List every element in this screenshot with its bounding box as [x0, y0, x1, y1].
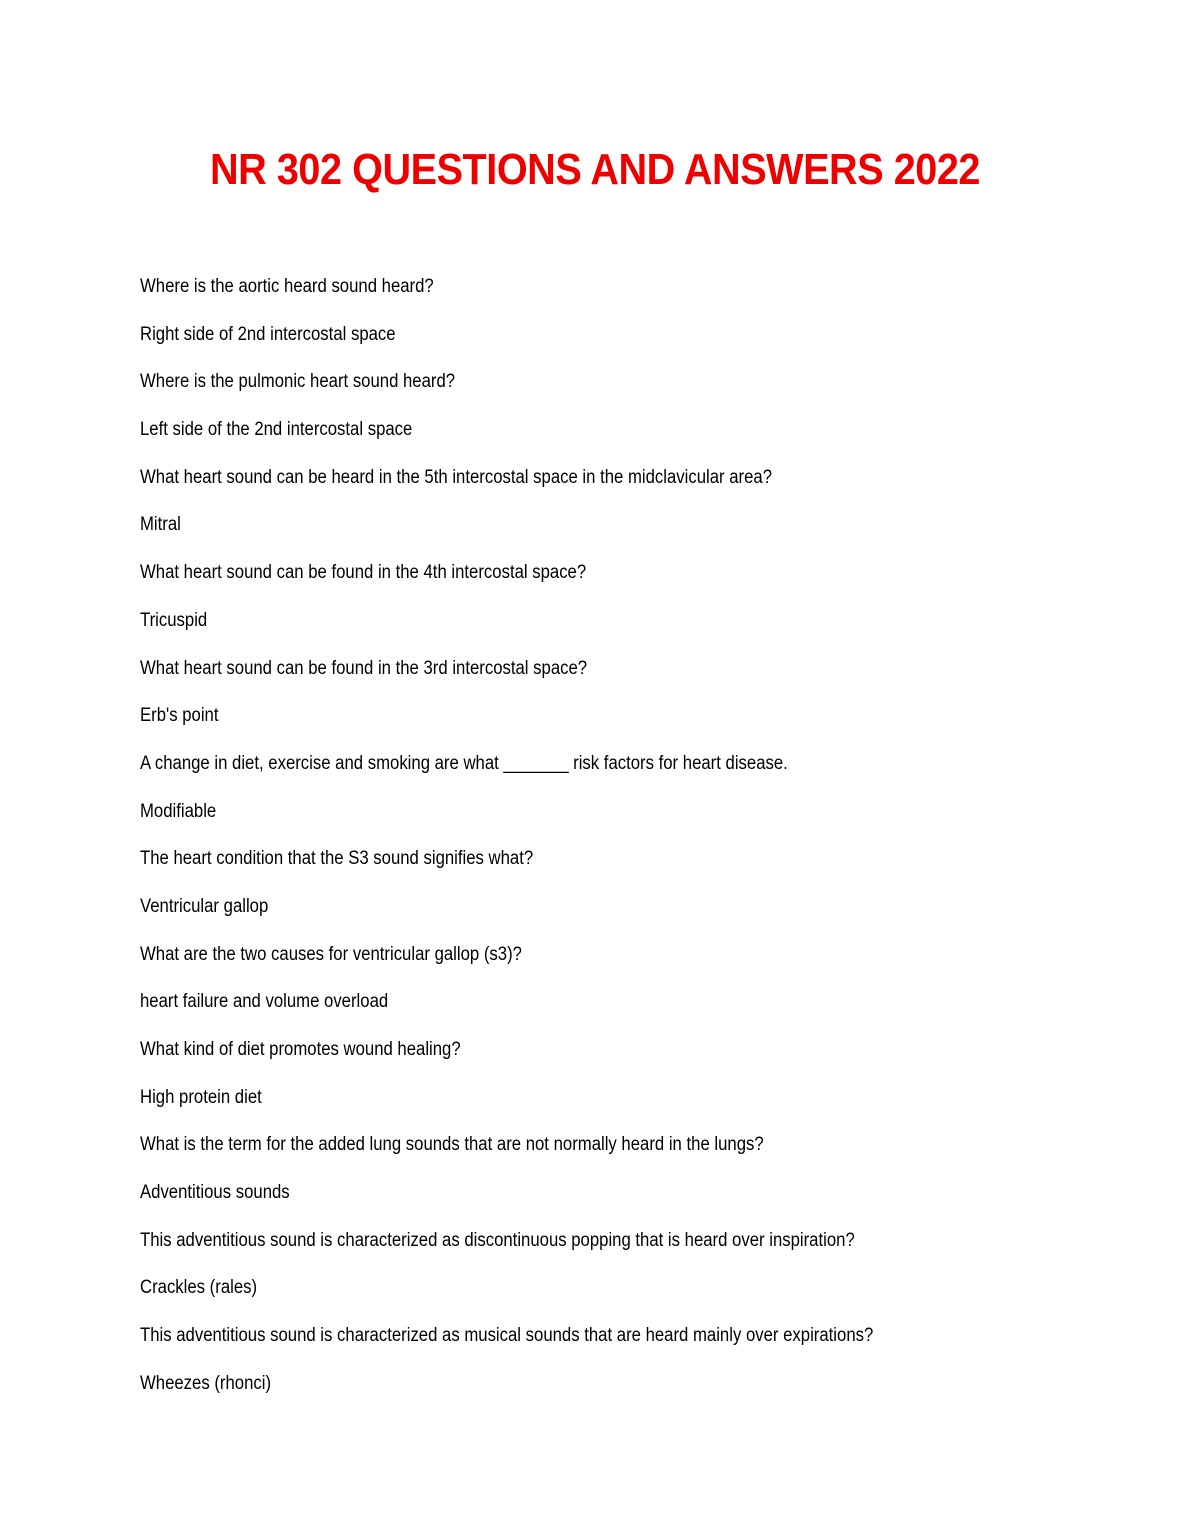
question-line: What heart sound can be found in the 4th intercostal space?: [140, 562, 587, 584]
document-title: NR 302 QUESTIONS AND ANSWERS 2022: [209, 145, 981, 194]
question-line: What is the term for the added lung sounds that are not normally heard in the lungs?: [140, 1134, 764, 1156]
question-line: A change in diet, exercise and smoking are what _______ risk factors for heart disease.: [140, 752, 788, 774]
question-line: What are the two causes for ventricular gallop (s3)?: [140, 943, 522, 965]
answer-line: Crackles (rales): [140, 1277, 258, 1299]
answer-line: heart failure and volume overload: [140, 991, 389, 1013]
question-line: This adventitious sound is characterized as discontinuous popping that is heard over inspiration?: [140, 1229, 855, 1251]
answer-line: Wheezes (rhonci): [140, 1372, 272, 1394]
answer-line: Tricuspid: [140, 609, 208, 631]
question-line: Where is the aortic heard sound heard?: [140, 276, 434, 297]
answer-line: Modifiable: [140, 800, 217, 822]
qa-list: [140, 272, 1140, 1417]
question-line: What kind of diet promotes wound healing?: [140, 1039, 461, 1060]
question-line: What heart sound can be found in the 3rd intercostal space?: [140, 657, 588, 679]
question-line: Where is the pulmonic heart sound heard?: [140, 371, 456, 393]
question-line: This adventitious sound is characterized as musical sounds that are heard mainly over expirations?: [140, 1325, 874, 1347]
answer-line: High protein diet: [140, 1086, 262, 1108]
answer-line: Right side of 2nd intercostal space: [140, 323, 396, 345]
answer-line: Erb's point: [140, 705, 219, 727]
answer-line: Ventricular gallop: [140, 895, 269, 917]
answer-line: Adventitious sounds: [140, 1182, 290, 1204]
answer-line: Left side of the 2nd intercostal space: [140, 419, 413, 441]
answer-line: Mitral: [140, 514, 181, 536]
question-line: The heart condition that the S3 sound signifies what?: [140, 848, 534, 870]
question-line: What heart sound can be heard in the 5th intercostal space in the midclavicular area?: [140, 466, 773, 488]
